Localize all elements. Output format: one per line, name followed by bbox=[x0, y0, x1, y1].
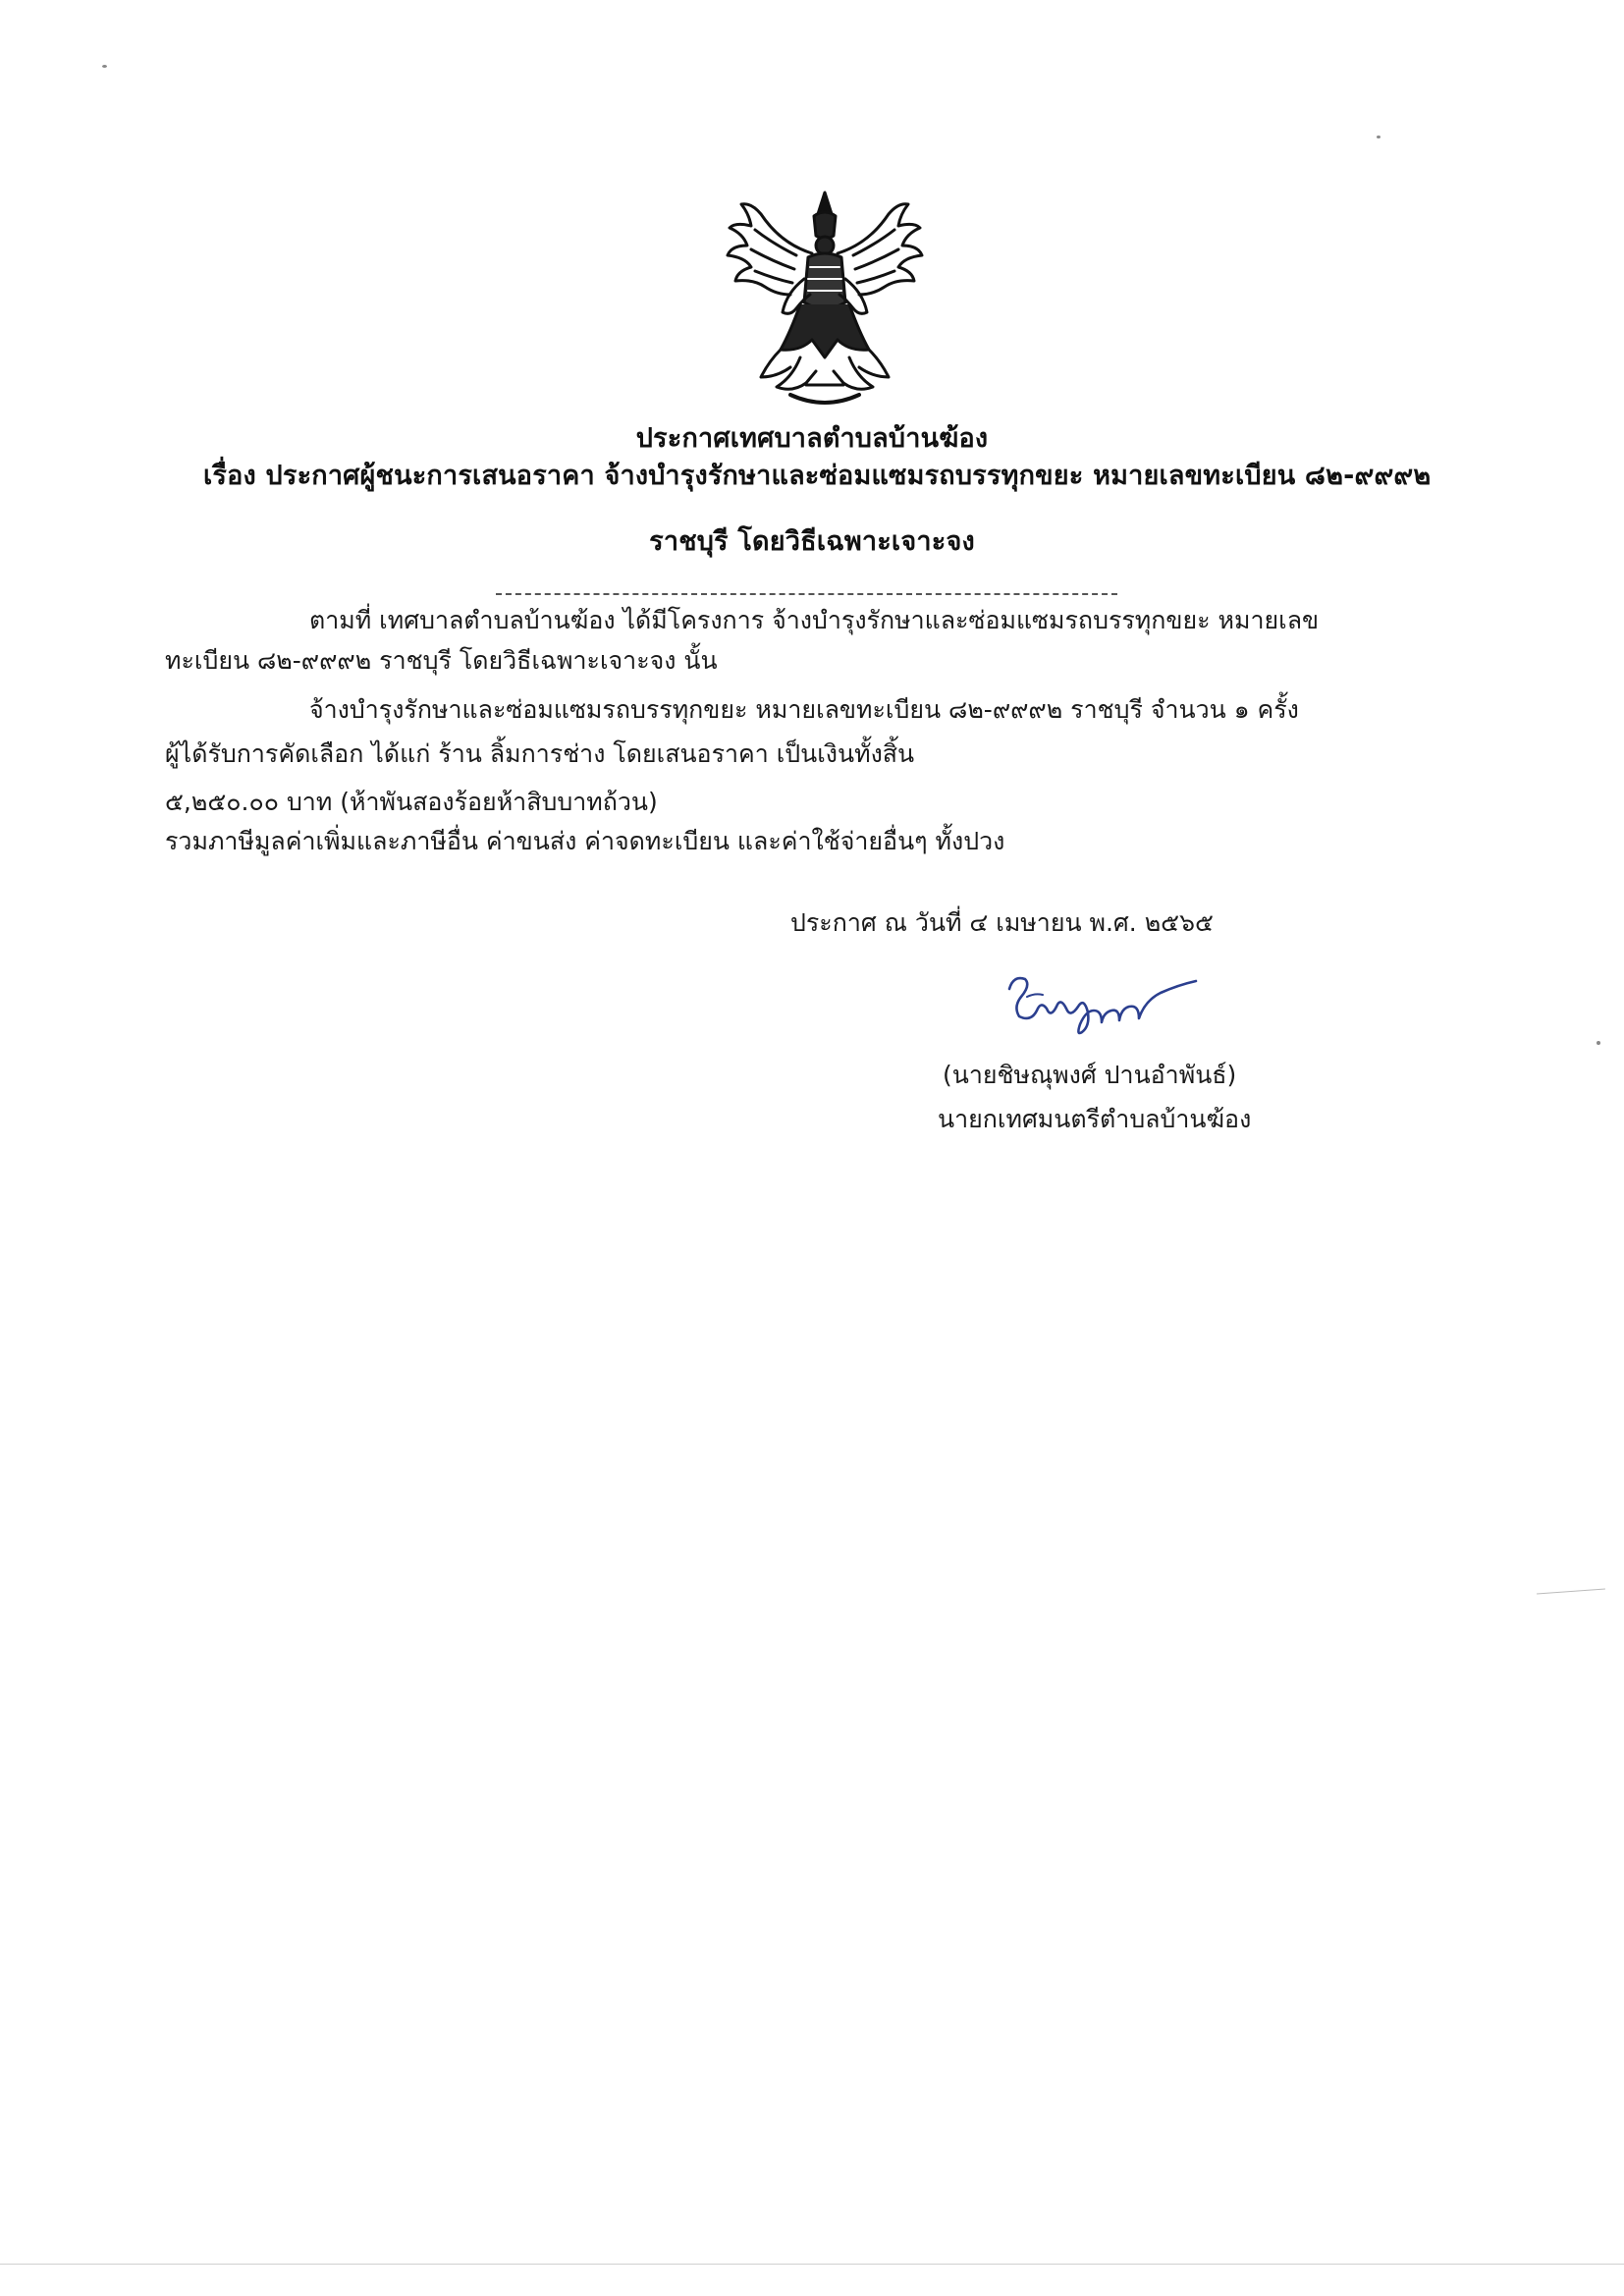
scan-mark bbox=[1537, 1589, 1605, 1595]
contract-amount: ๕,๒๕๐.๐๐ บาท bbox=[165, 788, 333, 816]
scan-speck bbox=[102, 65, 107, 68]
scan-speck bbox=[1377, 136, 1380, 138]
announcement-title: ประกาศเทศบาลตำบลบ้านฆ้อง bbox=[635, 423, 989, 454]
paragraph-1-line-2: ทะเบียน ๘๒-๙๙๙๒ ราชบุรี โดยวิธีเฉพาะเจาะจง นั้น bbox=[165, 646, 718, 675]
signer-name: (นายชิษณุพงศ์ ปานอำพันธ์) bbox=[943, 1061, 1237, 1089]
paragraph-2-line-2: ผู้ได้รับการคัดเลือก ได้แก่ ร้าน ลิ้มการช่าง โดยเสนอราคา เป็นเงินทั้งสิ้น bbox=[165, 739, 915, 768]
header-divider bbox=[496, 593, 1117, 595]
announcement-date: ประกาศ ณ วันที่ ๔ เมษายน พ.ศ. ๒๕๖๕ bbox=[790, 908, 1214, 937]
announcement-subject-continued: ราชบุรี โดยวิธีเฉพาะเจาะจง bbox=[649, 526, 975, 557]
handwritten-signature bbox=[992, 967, 1227, 1046]
paragraph-2-amount-line bbox=[165, 783, 658, 822]
announcement-subject: เรื่อง ประกาศผู้ชนะการเสนอราคา จ้างบำรุงรักษาและซ่อมแซมรถบรรทุกขยะ หมายเลขทะเบียน ๘๒-๙๙๙๒ bbox=[203, 461, 1432, 491]
scan-speck bbox=[1597, 1041, 1600, 1045]
signer-title: นายกเทศมนตรีตำบลบ้านฆ้อง bbox=[938, 1105, 1252, 1133]
contract-amount-words: (ห้าพันสองร้อยห้าสิบบาทถ้วน) bbox=[340, 788, 658, 816]
garuda-emblem-icon bbox=[722, 185, 928, 410]
paragraph-1-line-1: ตามที่ เทศบาลตำบลบ้านฆ้อง ได้มีโครงการ จ้างบำรุงรักษาและซ่อมแซมรถบรรทุกขยะ หมายเลข bbox=[309, 606, 1320, 634]
paragraph-2-line-3: รวมภาษีมูลค่าเพิ่มและภาษีอื่น ค่าขนส่ง ค่าจดทะเบียน และค่าใช้จ่ายอื่นๆ ทั้งปวง bbox=[165, 827, 1005, 855]
paragraph-2-line-1: จ้างบำรุงรักษาและซ่อมแซมรถบรรทุกขยะ หมายเลขทะเบียน ๘๒-๙๙๙๒ ราชบุรี จำนวน ๑ ครั้ง bbox=[309, 695, 1299, 724]
scan-edge bbox=[0, 2264, 1624, 2265]
